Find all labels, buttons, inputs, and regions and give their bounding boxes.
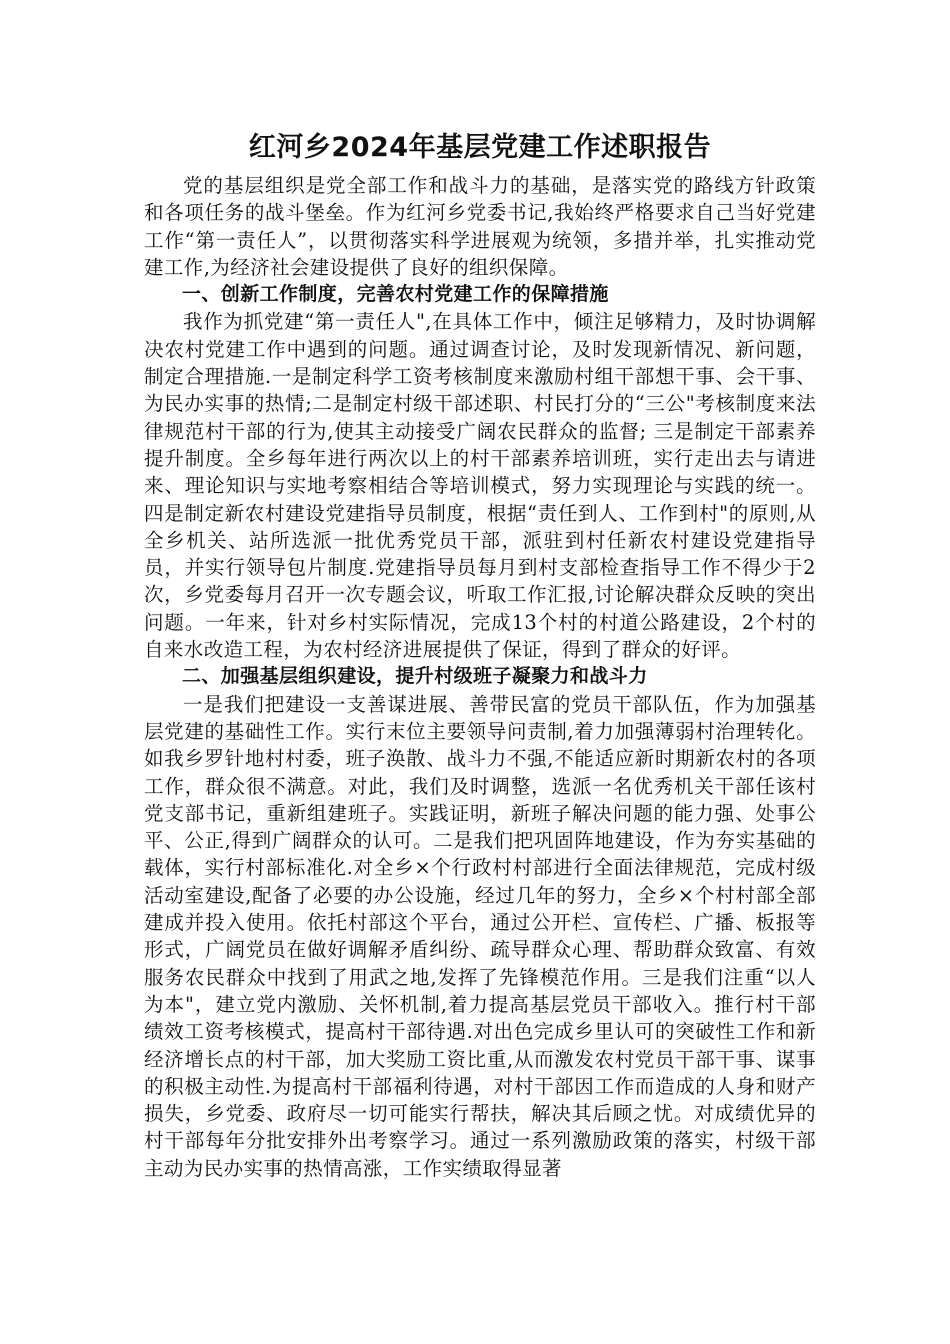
section-2-heading: 二、加强基层组织建设，提升村级班子凝聚力和战斗力 <box>182 665 648 688</box>
intro-paragraph: 党的基层组织是党全部工作和战斗力的基础，是落实党的路线方针政策和各项任务的战斗堡垒。作为红河乡党委书记,我始终严格要求自己当好党建工作“第一责任人”，以贯彻落实科学进展观为统领，多措并举，扎实推动党建工作,为经济社会建设提供了良好的组织保障。 <box>144 174 816 279</box>
section-1-body: 我作为抓党建“第一责任人",在具体工作中，倾注足够精力，及时协调解决农村党建工作中遇到的问题。通过调查讨论，及时发现新情况、新问题，制定合理措施.一是制定科学工资考核制度来激励村组干部想干事、会干事、为民办实事的热情;二是制定村级干部述职、村民打分的“三公"考核制度来法律规范村干部的行为,使其主动接受广阔农民群众的监督; 三是制定干部素养提升制度。全乡每年进行两次以上的村干部素养培训班，实行走出去与请进来、理论知识与实地考察相结合等培训模式，努力实现理论与实践的统一。四是制定新农村建设党建指导员制度，根据“责任到人、工作到村"的原则,从全乡机关、站所选派一批优秀党员干部，派驻到村任新农村建设党建指导员，并实行领导包片制度.党建指导员每月到村支部检查指导工作不得少于2次，乡党委每月召开一次专题会议，听取工作汇报,讨论解决群众反映的突出问题。一年来，针对乡村实际情况，完成13个村的村道公路建设，2个村的自来水改造工程，为农村经济进展提供了保证，得到了群众的好评。 <box>144 310 816 662</box>
section-1-heading: 一、创新工作制度，完善农村党建工作的保障措施 <box>182 283 609 306</box>
document-title: 红河乡2024年基层党建工作述职报告 <box>248 132 712 163</box>
section-2-body: 一是我们把建设一支善谋进展、善带民富的党员干部队伍，作为加强基层党建的基础性工作。实行末位主要领导问责制,着力加强薄弱村治理转化。如我乡罗针地村村委，班子涣散、战斗力不强,不能适应新时期新农村的各项工作，群众很不满意。对此，我们及时调整，选派一名优秀机关干部任该村党支部书记，重新组建班子。实践证明，新班子解决问题的能力强、处事公平、公正,得到广阔群众的认可。二是我们把巩固阵地建设，作为夯实基础的载体，实行村部标准化.对全乡×个行政村村部进行全面法律规范，完成村级活动室建设,配备了必要的办公设施，经过几年的努力，全乡×个村村部全部建成并投入使用。依托村部这个平台，通过公开栏、宣传栏、广播、板报等形式，广阔党员在做好调解矛盾纠纷、疏导群众心理、帮助群众致富、有效服务农民群众中找到了用武之地,发挥了先锋模范作用。三是我们注重“以人为本"，建立党内激励、关怀机制,着力提高基层党员干部收入。推行村干部绩效工资考核模式，提高村干部待遇.对出色完成乡里认可的突破性工作和新经济增长点的村干部，加大奖励工资比重,从而激发农村党员干部干事、谋事的积极主动性.为提高村干部福利待遇，对村干部因工作而造成的人身和财产损失，乡党委、政府尽一切可能实行帮扶，解决其后顾之忧。对成绩优异的村干部每年分批安排外出考察学习。通过一系列激励政策的落实，村级干部主动为民办实事的热情高涨，工作实绩取得显著 <box>144 692 816 1180</box>
document-page <box>144 128 816 1182</box>
